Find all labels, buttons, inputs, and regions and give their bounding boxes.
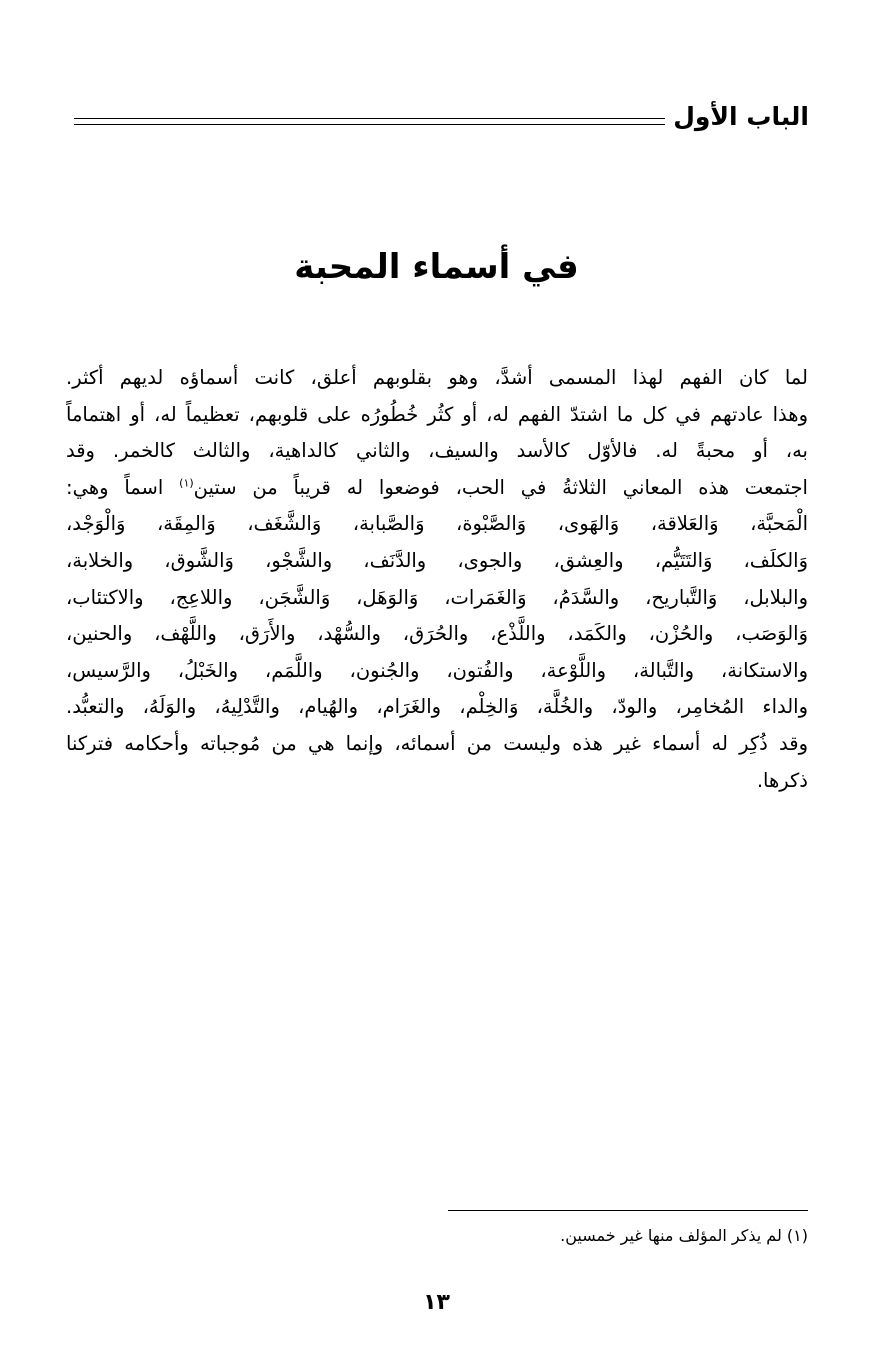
body-text <box>66 360 808 799</box>
page-number: ١٣ <box>423 1290 450 1315</box>
body-line: وَالوَصَب، والحُزْن، والكَمَد، واللَّذْع، والحُرَق، والسُّهْد، والأَرَق، واللَّهْف، والحنين، <box>66 622 808 646</box>
section-title: في أسماء المحبة <box>294 247 579 287</box>
running-header <box>74 96 809 136</box>
header-double-rule <box>74 118 665 125</box>
body-line: لما كان الفهم لهذا المسمى أشدَّ، وهو بقلوبهم أعلق، كانت أسماؤه لديهم أكثر. <box>66 366 808 389</box>
body-line: والداء المُخامِر، والودّ، والخُلَّة، وَالخِلْم، والغَرَام، والهُيام، والتَّدْلِيهُ، والوَلَهُ، والتعبُّد. <box>66 695 808 719</box>
body-line: وَالكلَف، وَالتَتَيُّم، والعِشق، والجوى، والدَّنَف، والشَّجْو، وَالشَّوق، والخلابة، <box>66 548 808 572</box>
body-line: ذكرها. <box>756 768 808 792</box>
body-line: والاستكانة، والتَّبالة، واللَّوْعة، والفُتون، والجُنون، واللَّمَم، والخَبْلُ، والرَّسيس، <box>66 658 808 682</box>
body-line-text: اجتمعت هذه المعاني الثلاثةُ في الحب، فوضعوا له قريباً من ستين <box>193 475 808 499</box>
body-line-with-footnote <box>66 470 808 507</box>
body-line: به، أو محبةً له. فالأوّل كالأسد والسيف، والثاني كالداهية، والثالث كالخمر. وقد <box>66 439 808 463</box>
body-line: والبلابل، وَالتَّباريح، والسَّدَمُ، وَالغَمَرات، وَالوَهَل، وَالشَّجَن، واللاعِج، والاكتئاب، <box>66 585 808 609</box>
footnote-separator <box>448 1210 808 1211</box>
chapter-title: الباب الأول <box>673 101 809 131</box>
footnote-marker: (١) <box>179 476 194 490</box>
body-line: وهذا عادتهم في كل ما اشتدّ الفهم له، أو كثُر خُطُورُه على قلوبهم، تعظيماً له، أو اهتماماً <box>66 402 808 426</box>
body-line: الْمَحبَّة، وَالعَلاقة، وَالهَوى، وَالصَّبْوة، وَالصَّبابة، وَالشَّغَف، وَالمِقَة، وَالْوَجْد، <box>66 512 808 536</box>
body-line-tail: اسماً وهي: <box>66 475 180 499</box>
body-line: وقد ذُكِر له أسماء غير هذه وليست من أسمائه، وإنما هي من مُوجباته وأحكامه فتركنا <box>66 731 808 755</box>
footnote: (١) لم يذكر المؤلف منها غير خمسين. <box>560 1226 808 1245</box>
